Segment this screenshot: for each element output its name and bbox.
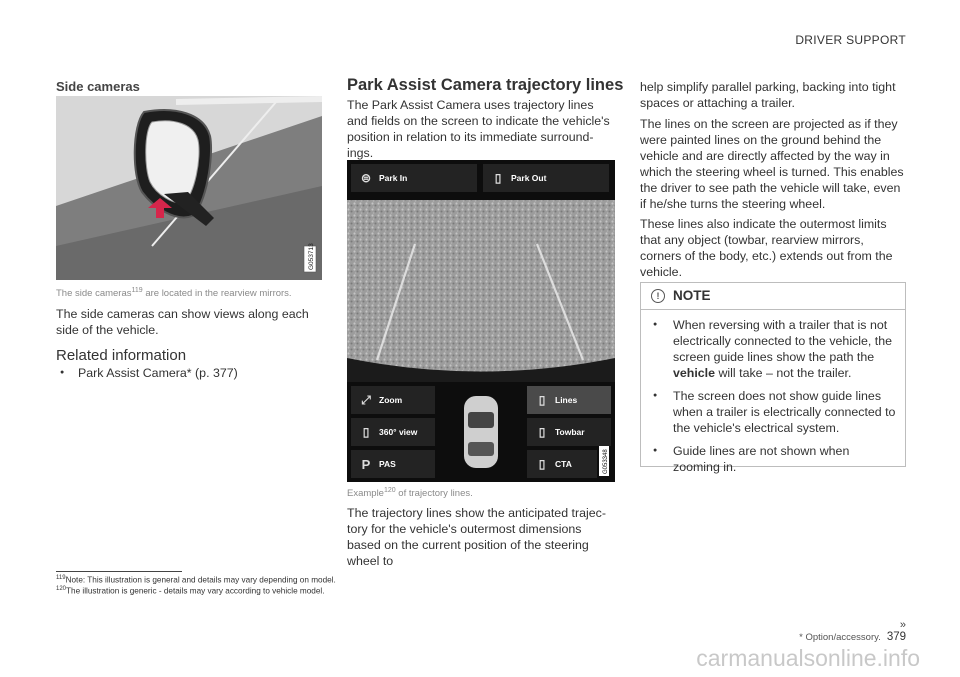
towbar-button[interactable]: ▯ Towbar	[527, 418, 611, 446]
page-footer	[799, 631, 906, 643]
image-code: G053713	[308, 243, 315, 270]
pas-button[interactable]: P PAS	[351, 450, 435, 478]
trajectory-intro: The Park Assist Camera uses trajectory lines and fields on the screen to indicate the vehicle's position in relation to its immediate surround-ings.	[347, 98, 610, 160]
park-out-icon: ▯	[494, 171, 502, 185]
footnote-rule	[56, 571, 182, 572]
side-camera-caption: The side cameras$^{119}$ are located in the rearview mirrors.	[56, 287, 292, 300]
footnote-119: $^{119}$Note: This illustration is general and details may vary depending on model.	[56, 575, 336, 585]
footnote-ref-120[interactable]: 120	[383, 487, 396, 494]
pas-icon: P	[361, 456, 371, 472]
park-out-button[interactable]: ▯ Park Out	[483, 164, 609, 192]
towbar-icon: ▯	[538, 425, 546, 439]
option-note: * Option/accessory.	[799, 632, 881, 643]
note-divider	[641, 309, 905, 310]
note-list	[649, 317, 899, 482]
lines-icon: ▯	[538, 393, 546, 407]
note-item-2: ● The screen does not show guide lines when a trailer is electrically connected to the vehicle's electrical system.	[649, 388, 899, 436]
note-item-1: ● When reversing with a trailer that is not electrically connected to the vehicle, the screen guide lines show the path the vehicle will take – not the trailer.	[649, 317, 899, 381]
trajectory-body-b: help simplify parallel parking, backing into tight spaces or attaching a trailer.	[640, 80, 896, 110]
note-box	[640, 282, 906, 474]
page-number: 379	[886, 631, 906, 643]
trajectory-body-a: The trajectory lines show the anticipated trajec-tory for the vehicle's outermost dimensions based on the current position of the steering wheel to	[347, 506, 606, 568]
next-page-icon[interactable]: »	[899, 619, 904, 631]
trajectory-body-d: These lines also indicate the outermost limits that any object (towbar, rearview mirrors, corners of the body, etc.) extends out from the vehicle.	[640, 217, 893, 279]
side-cameras-body: The side cameras can show views along each side of the vehicle.	[56, 307, 309, 337]
watermark: carmanualsonline.info	[696, 645, 920, 671]
car-top-view-icon	[464, 396, 498, 468]
trajectory-caption: Example$^{120}$ of trajectory lines.	[347, 487, 473, 500]
trajectory-heading: Park Assist Camera trajectory lines	[347, 76, 624, 94]
note-title: NOTE	[673, 288, 711, 303]
side-mirror-drawing	[56, 96, 322, 280]
trajectory-body-c: The lines on the screen are projected as if they were painted lines on the ground behind the vehicle and are directly affected by the way in which the steering wheel is turned. This enables the driver to see path the vehicle will take, even if he/she turns the steering wheel.	[640, 117, 904, 211]
footnote-ref-119[interactable]: 119	[131, 287, 143, 294]
side-camera-illustration	[56, 96, 322, 280]
view-360-icon: ▯	[362, 425, 370, 439]
camera-screen-illustration	[347, 160, 615, 482]
cta-icon: ▯	[538, 457, 546, 471]
side-cameras-heading: Side cameras	[56, 79, 140, 94]
view-360-button[interactable]: ▯ 360° view	[351, 418, 435, 446]
section-header: DRIVER SUPPORT	[795, 33, 906, 47]
footnote-120: $^{120}$The illustration is generic - details may vary according to vehicle model.	[56, 586, 325, 596]
lines-button[interactable]: ▯ Lines	[527, 386, 611, 414]
related-information-heading: Related information	[56, 347, 187, 364]
zoom-button[interactable]: ⤢ Zoom	[351, 386, 435, 414]
cta-button[interactable]: ▯ CTA	[527, 450, 597, 478]
park-in-button[interactable]: ⊜ Park In	[351, 164, 477, 192]
info-icon: !	[651, 289, 665, 303]
image-code: G053348	[603, 449, 609, 474]
park-in-icon: ⊜	[360, 171, 372, 185]
zoom-icon: ⤢	[361, 392, 371, 407]
related-link-park-assist[interactable]: ● Park Assist Camera* (p. 377)	[56, 365, 322, 381]
note-item-3: ● Guide lines are not shown when zooming in.	[649, 443, 899, 475]
